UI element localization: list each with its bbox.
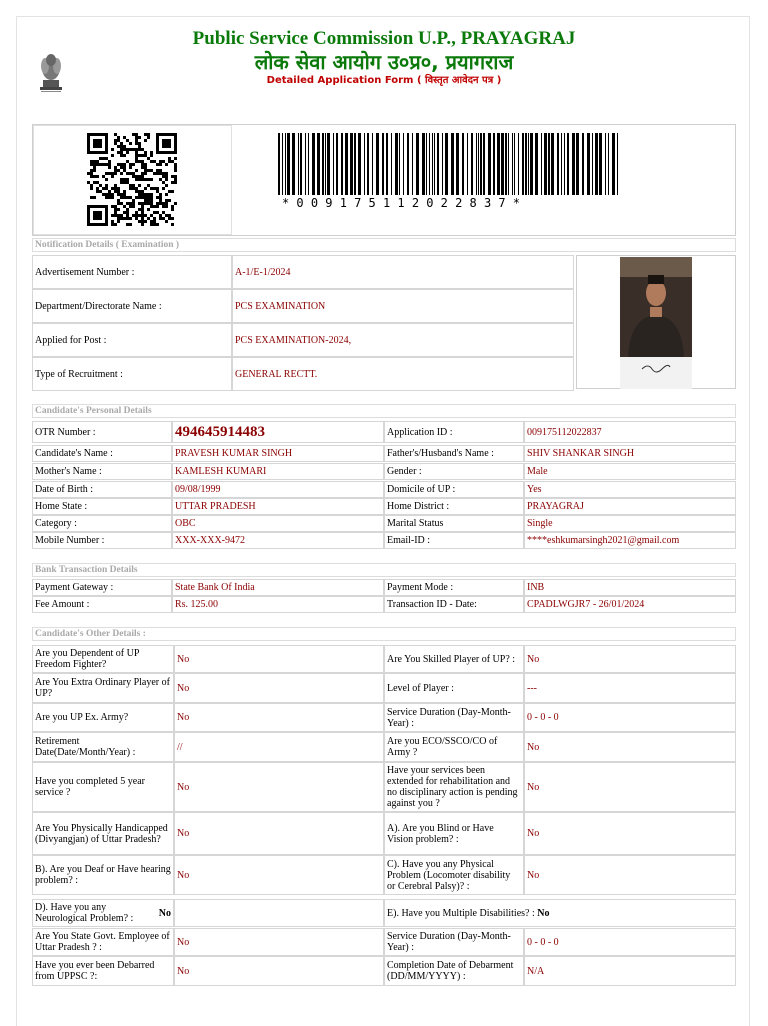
personal-value: Male: [524, 463, 736, 480]
other-value: //: [174, 732, 384, 762]
multiple-disabilities-label: E). Have you Multiple Disabilities? : No: [384, 899, 736, 927]
other-label: Are You State Govt. Employee of Uttar Pradesh ? :: [32, 928, 174, 956]
other-value: No: [524, 812, 736, 855]
notification-value: PCS EXAMINATION: [232, 289, 574, 323]
personal-label: Home State :: [32, 498, 172, 515]
bank-value: INB: [524, 579, 736, 596]
bank-label: Transaction ID - Date:: [384, 596, 524, 613]
commission-title-english: Public Service Commission U.P., PRAYAGRAJ: [192, 28, 576, 49]
personal-label: Mobile Number :: [32, 532, 172, 549]
other-label: Are you Dependent of UP Freedom Fighter?: [32, 645, 174, 673]
bank-label: Payment Gateway :: [32, 579, 172, 596]
personal-label: Date of Birth :: [32, 481, 172, 498]
section-notification: Notification Details ( Examination ): [32, 238, 736, 252]
other-value: No: [174, 928, 384, 956]
personal-value: Single: [524, 515, 736, 532]
other-value: No: [174, 673, 384, 703]
section-bank: Bank Transaction Details: [32, 563, 736, 577]
other-value: 0 - 0 - 0: [524, 703, 736, 732]
application-id-label: Application ID :: [384, 421, 524, 443]
other-label: A). Are you Blind or Have Vision problem? :: [384, 812, 524, 855]
personal-value: PRAVESH KUMAR SINGH: [172, 445, 384, 462]
bank-label: Payment Mode :: [384, 579, 524, 596]
other-value: No: [174, 956, 384, 986]
other-label: Are you UP Ex. Army?: [32, 703, 174, 732]
notification-value: PCS EXAMINATION-2024,: [232, 323, 574, 357]
other-value: No: [174, 645, 384, 673]
bank-label: Fee Amount :: [32, 596, 172, 613]
other-label: Have your services been extended for rehabilitation and no disciplinary action is pending against you ?: [384, 762, 524, 812]
personal-label: Home District :: [384, 498, 524, 515]
other-value: N/A: [524, 956, 736, 986]
candidate-photo: [620, 257, 692, 389]
personal-label: Domicile of UP :: [384, 481, 524, 498]
form-subtitle: Detailed Application Form ( विस्तृत आवेदन पत्र ): [266, 75, 502, 86]
other-label: B). Are you Deaf or Have hearing problem? :: [32, 855, 174, 895]
personal-value: OBC: [172, 515, 384, 532]
notification-value: GENERAL RECTT.: [232, 357, 574, 391]
other-value: 0 - 0 - 0: [524, 928, 736, 956]
other-value: ---: [524, 673, 736, 703]
commission-title-hindi: लोक सेवा आयोग उ०प्र०, प्रयागराज: [254, 50, 514, 74]
page-header: [0, 28, 768, 88]
notification-label: Advertisement Number :: [32, 255, 232, 289]
other-label: Are you ECO/SSCO/CO of Army ?: [384, 732, 524, 762]
other-value: No: [524, 762, 736, 812]
personal-value: 09/08/1999: [172, 481, 384, 498]
notification-label: Department/Directorate Name :: [32, 289, 232, 323]
notification-label: Type of Recruitment :: [32, 357, 232, 391]
personal-value: XXX-XXX-9472: [172, 532, 384, 549]
personal-label: Gender :: [384, 463, 524, 480]
personal-label: Mother's Name :: [32, 463, 172, 480]
other-label: Retirement Date(Date/Month/Year) :: [32, 732, 174, 762]
personal-value: ****eshkumarsingh2021@gmail.com: [524, 532, 736, 549]
otr-number-value: 494645914483: [172, 421, 384, 443]
section-personal: Candidate's Personal Details: [32, 404, 736, 418]
bank-value: Rs. 125.00: [172, 596, 384, 613]
other-value: No: [174, 812, 384, 855]
other-value: No: [524, 732, 736, 762]
personal-value: UTTAR PRADESH: [172, 498, 384, 515]
other-label: Are You Extra Ordinary Player of UP?: [32, 673, 174, 703]
notification-label: Applied for Post :: [32, 323, 232, 357]
other-value: No: [174, 762, 384, 812]
barcode: [278, 133, 618, 197]
personal-value: Yes: [524, 481, 736, 498]
neurological-label: D). Have you any Neurological Problem? : No: [32, 899, 174, 927]
other-label: Service Duration (Day-Month-Year) :: [384, 928, 524, 956]
barcode-number: *009175112022837*: [282, 196, 528, 210]
other-label: Service Duration (Day-Month-Year) :: [384, 703, 524, 732]
application-id-value: 009175112022837: [524, 421, 736, 443]
personal-label: Category :: [32, 515, 172, 532]
bank-value: State Bank Of India: [172, 579, 384, 596]
personal-label: Marital Status: [384, 515, 524, 532]
other-label: C). Have you any Physical Problem (Locomoter disability or Cerebral Palsy)? :: [384, 855, 524, 895]
other-label: Have you ever been Debarred from UPPSC ?:: [32, 956, 174, 986]
other-value: No: [524, 855, 736, 895]
neurological-spacer: [174, 899, 384, 927]
other-value: No: [524, 645, 736, 673]
personal-label: Father's/Husband's Name :: [384, 445, 524, 462]
notification-value: A-1/E-1/2024: [232, 255, 574, 289]
other-value: No: [174, 855, 384, 895]
other-value: No: [174, 703, 384, 732]
qr-code: [87, 133, 177, 226]
other-label: Are You Physically Handicapped (Divyangjan) of Uttar Pradesh?: [32, 812, 174, 855]
personal-value: SHIV SHANKAR SINGH: [524, 445, 736, 462]
other-label: Are You Skilled Player of UP? :: [384, 645, 524, 673]
personal-label: Candidate's Name :: [32, 445, 172, 462]
other-label: Have you completed 5 year service ?: [32, 762, 174, 812]
personal-value: KAMLESH KUMARI: [172, 463, 384, 480]
otr-number-label: OTR Number :: [32, 421, 172, 443]
bank-value: CPADLWGJR7 - 26/01/2024: [524, 596, 736, 613]
other-label: Level of Player :: [384, 673, 524, 703]
personal-value: PRAYAGRAJ: [524, 498, 736, 515]
other-label: Completion Date of Debarment (DD/MM/YYYY) :: [384, 956, 524, 986]
personal-label: Email-ID :: [384, 532, 524, 549]
section-other: Candidate's Other Details :: [32, 627, 736, 641]
